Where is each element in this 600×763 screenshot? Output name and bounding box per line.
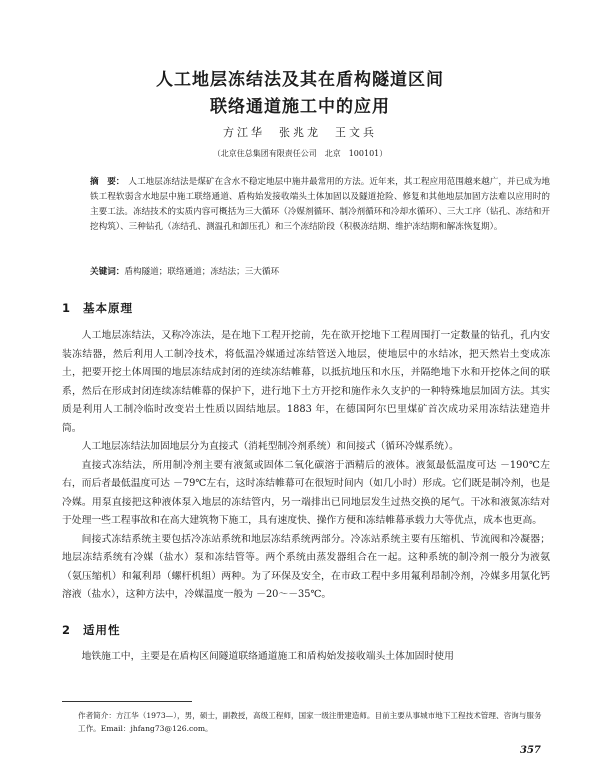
paragraph: 人工地层冻结法，又称冷冻法，是在地下工程开挖前，先在欲开挖地下工程周围打一定数量的钻孔，孔内安装冻结器，然后利用人工制冷技术，将低温冷媒通过冻结管送入地层，使地层中的水结冰，把天然岩土变成冻土，把要开挖土体周围的地层冻结成封闭的连续冻结帷幕，以抵抗地压和水压，并隔绝地下水和开挖体之间的联系，然后在形成封闭连续冻结帷幕的保护下，进行地下土方开挖和施作永久支护的一种特殊地层加固方法。其实质是利用人工制冷临时改变岩土性质以固结地层。1883 年，在德国阿尔巴里煤矿首次成功采用冻结法建造井筒。 [62,330,550,434]
section-1-number: 1 [62,301,72,315]
section-1-body [62,327,550,605]
author-footnote: 作者简介：方江华（1973—），男，硕士，副教授，高级工程师，国家一级注册建造师。目前主要从事城市地下工程技术管理、咨询与服务工作。Email：jhfang73@126.com。 [78,711,542,733]
section-2-body [62,648,550,667]
abstract-label: 摘 要： [90,177,125,187]
abstract [90,175,550,235]
keywords-label: 关键词： [90,267,125,277]
paper-title-line-1: 人工地层冻结法及其在盾构隧道区间 [156,70,444,90]
abstract-text: 人工地层冻结法是煤矿在含水不稳定地层中施井最常用的方法。近年来，其工程应用范围越来越广，并已成为地铁工程软弱含水地层中施工联络通道、盾构始发接收端头土体加固以及隧道抢险、修复和其他地层加固方法难以应用时的主要工法。冻结技术的实质内容可概括为三大循环（冷媒剂循环、制冷剂循环和冷却水循环）、三大工序（钻孔、冻结和开挖构筑）、三种钻孔（冻结孔、测温孔和卸压孔）和三个冻结阶段（积极冻结期、维护冻结期和解冻恢复期）。 [90,177,550,232]
page-number: 357 [520,745,541,756]
keywords-text: 盾构隧道；联络通道；冻结法；三大循环 [124,267,280,277]
keywords [90,265,550,279]
footnote-rule [62,701,192,702]
section-heading-2 [62,622,121,638]
paragraph: 人工地层冻结法加固地层分为直接式（消耗型制冷剂系统）和间接式（循环冷媒系统）。 [81,441,459,452]
paragraph: 地铁施工中，主要是在盾构区间隧道联络通道施工和盾构始发接收端头土体加固时使用 [81,651,454,662]
section-1-title: 基本原理 [83,301,134,315]
paragraph: 直接式冻结法，所用制冷剂主要有液氮或固体二氧化碳溶于酒精后的液体。液氮最低温度可达 －190℃左右，而后者最低温度可达 －79℃左右，这时冻结帷幕可在很短时间内（如几小时）形成。它们既是制冷剂，也是冷媒。用泵直接把这种液体泵入地层的冻结管内，另一端排出已同地层发生过热交换的尾气。干冰和液氮冻结对于处理一些工程事故和在高大建筑物下施工，具有速度快、操作方便和冻结帷幕承载力大等优点，成本也更高。 [62,459,550,526]
affiliation: （北京住总集团有限责任公司 北京 100101） [212,149,388,158]
section-2-number: 2 [62,623,72,637]
paragraph: 间接式冻结系统主要包括冷冻站系统和地层冻结系统两部分。冷冻站系统主要有压缩机、节流阀和冷凝器；地层冻结系统有冷媒（盐水）泵和冻结管等。两个系统由蒸发器组合在一起。这种系统的制冷剂一般分为液氨（氨压缩机）和氟利昂（螺杆机组）两种。为了环保及安全，在市政工程中多用氟利昂制冷剂，冷媒多用氯化钙溶液（盐水），这种方法中，冷媒温度一般为 －20～－35℃。 [62,533,550,600]
authors: 方江华 张兆龙 王文兵 [223,126,377,139]
section-heading-1 [62,300,133,316]
section-2-title: 适用性 [83,623,121,637]
paper-title-line-2: 联络通道施工中的应用 [210,97,390,117]
